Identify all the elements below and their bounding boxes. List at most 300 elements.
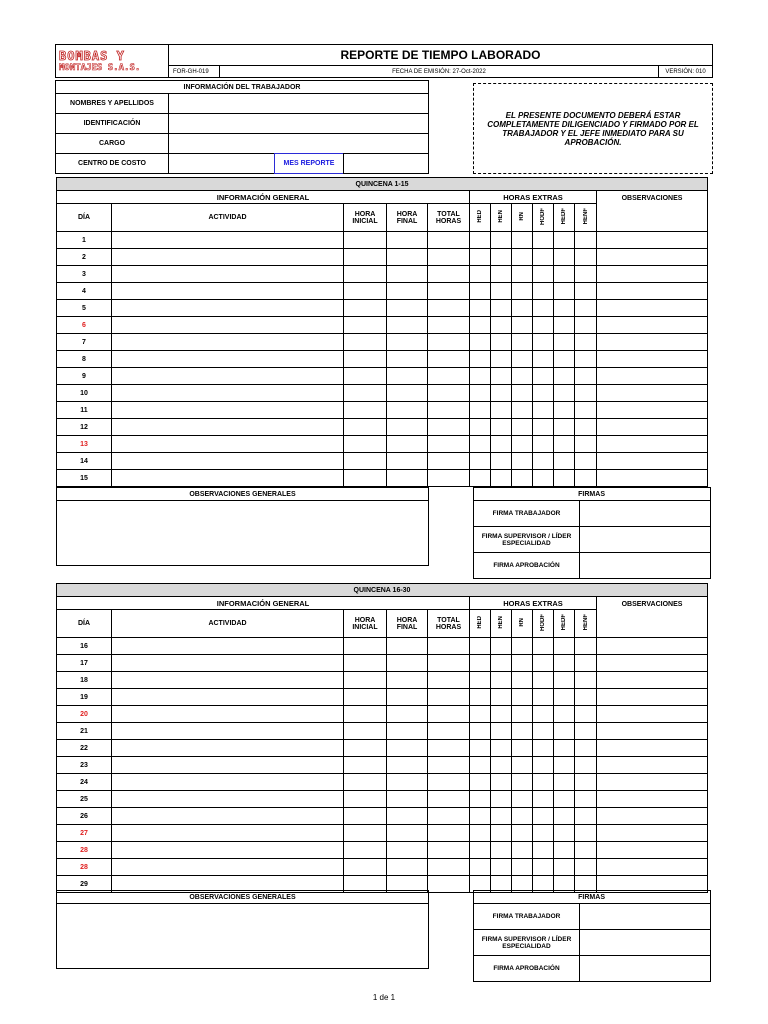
entry-cell[interactable] — [533, 317, 554, 334]
entry-cell[interactable] — [597, 351, 708, 368]
entry-cell[interactable] — [512, 317, 533, 334]
entry-cell[interactable] — [428, 334, 470, 351]
entry-cell[interactable] — [470, 368, 491, 385]
entry-cell[interactable] — [554, 283, 575, 300]
entry-cell[interactable] — [597, 638, 708, 655]
entry-cell[interactable] — [470, 385, 491, 402]
entry-cell[interactable] — [428, 689, 470, 706]
entry-cell[interactable] — [512, 419, 533, 436]
entry-cell[interactable] — [470, 317, 491, 334]
entry-cell[interactable] — [575, 791, 597, 808]
entry-cell[interactable] — [387, 655, 428, 672]
entry-cell[interactable] — [533, 334, 554, 351]
entry-cell[interactable] — [491, 774, 512, 791]
entry-cell[interactable] — [112, 672, 344, 689]
entry-cell[interactable] — [512, 453, 533, 470]
entry-cell[interactable] — [512, 689, 533, 706]
entry-cell[interactable] — [112, 419, 344, 436]
entry-cell[interactable] — [428, 740, 470, 757]
entry-cell[interactable] — [575, 859, 597, 876]
entry-cell[interactable] — [533, 757, 554, 774]
entry-cell[interactable] — [470, 655, 491, 672]
entry-cell[interactable] — [554, 842, 575, 859]
entry-cell[interactable] — [597, 689, 708, 706]
entry-cell[interactable] — [554, 808, 575, 825]
entry-cell[interactable] — [112, 842, 344, 859]
entry-cell[interactable] — [575, 249, 597, 266]
entry-cell[interactable] — [470, 706, 491, 723]
entry-cell[interactable] — [344, 672, 387, 689]
entry-cell[interactable] — [428, 249, 470, 266]
firma-field[interactable] — [579, 500, 711, 527]
firma-field[interactable] — [579, 929, 711, 956]
firma-field[interactable] — [579, 955, 711, 982]
entry-cell[interactable] — [597, 232, 708, 249]
entry-cell[interactable] — [533, 672, 554, 689]
entry-cell[interactable] — [112, 351, 344, 368]
entry-cell[interactable] — [112, 470, 344, 487]
entry-cell[interactable] — [387, 672, 428, 689]
entry-cell[interactable] — [575, 368, 597, 385]
entry-cell[interactable] — [428, 470, 470, 487]
entry-cell[interactable] — [387, 351, 428, 368]
entry-cell[interactable] — [387, 419, 428, 436]
entry-cell[interactable] — [575, 655, 597, 672]
entry-cell[interactable] — [554, 791, 575, 808]
entry-cell[interactable] — [597, 706, 708, 723]
entry-cell[interactable] — [112, 317, 344, 334]
entry-cell[interactable] — [387, 689, 428, 706]
entry-cell[interactable] — [470, 436, 491, 453]
entry-cell[interactable] — [491, 419, 512, 436]
entry-cell[interactable] — [387, 317, 428, 334]
entry-cell[interactable] — [112, 300, 344, 317]
entry-cell[interactable] — [512, 266, 533, 283]
firma-field[interactable] — [579, 552, 711, 579]
field-input-identificacion[interactable] — [168, 113, 429, 134]
entry-cell[interactable] — [554, 757, 575, 774]
entry-cell[interactable] — [597, 283, 708, 300]
entry-cell[interactable] — [554, 300, 575, 317]
entry-cell[interactable] — [533, 351, 554, 368]
entry-cell[interactable] — [533, 232, 554, 249]
entry-cell[interactable] — [387, 791, 428, 808]
field-input-cargo[interactable] — [168, 133, 429, 154]
entry-cell[interactable] — [387, 453, 428, 470]
entry-cell[interactable] — [575, 334, 597, 351]
firma-field[interactable] — [579, 526, 711, 553]
entry-cell[interactable] — [387, 706, 428, 723]
entry-cell[interactable] — [470, 638, 491, 655]
entry-cell[interactable] — [575, 453, 597, 470]
entry-cell[interactable] — [575, 774, 597, 791]
entry-cell[interactable] — [554, 385, 575, 402]
entry-cell[interactable] — [554, 774, 575, 791]
firma-field[interactable] — [579, 903, 711, 930]
entry-cell[interactable] — [470, 419, 491, 436]
entry-cell[interactable] — [387, 723, 428, 740]
entry-cell[interactable] — [512, 368, 533, 385]
entry-cell[interactable] — [344, 689, 387, 706]
entry-cell[interactable] — [575, 402, 597, 419]
entry-cell[interactable] — [491, 232, 512, 249]
entry-cell[interactable] — [554, 825, 575, 842]
entry-cell[interactable] — [554, 638, 575, 655]
entry-cell[interactable] — [428, 300, 470, 317]
entry-cell[interactable] — [491, 266, 512, 283]
entry-cell[interactable] — [533, 655, 554, 672]
entry-cell[interactable] — [112, 791, 344, 808]
entry-cell[interactable] — [387, 232, 428, 249]
entry-cell[interactable] — [344, 706, 387, 723]
entry-cell[interactable] — [387, 249, 428, 266]
entry-cell[interactable] — [428, 774, 470, 791]
entry-cell[interactable] — [387, 300, 428, 317]
entry-cell[interactable] — [575, 723, 597, 740]
entry-cell[interactable] — [512, 740, 533, 757]
entry-cell[interactable] — [512, 232, 533, 249]
entry-cell[interactable] — [491, 689, 512, 706]
entry-cell[interactable] — [470, 825, 491, 842]
entry-cell[interactable] — [470, 740, 491, 757]
entry-cell[interactable] — [344, 655, 387, 672]
entry-cell[interactable] — [512, 402, 533, 419]
entry-cell[interactable] — [512, 300, 533, 317]
entry-cell[interactable] — [533, 638, 554, 655]
entry-cell[interactable] — [344, 300, 387, 317]
entry-cell[interactable] — [575, 436, 597, 453]
entry-cell[interactable] — [428, 655, 470, 672]
entry-cell[interactable] — [387, 638, 428, 655]
entry-cell[interactable] — [554, 351, 575, 368]
entry-cell[interactable] — [112, 266, 344, 283]
entry-cell[interactable] — [597, 672, 708, 689]
entry-cell[interactable] — [470, 808, 491, 825]
entry-cell[interactable] — [575, 470, 597, 487]
entry-cell[interactable] — [491, 791, 512, 808]
entry-cell[interactable] — [428, 757, 470, 774]
entry-cell[interactable] — [533, 266, 554, 283]
entry-cell[interactable] — [554, 334, 575, 351]
entry-cell[interactable] — [512, 283, 533, 300]
entry-cell[interactable] — [491, 706, 512, 723]
entry-cell[interactable] — [597, 436, 708, 453]
entry-cell[interactable] — [491, 757, 512, 774]
entry-cell[interactable] — [112, 774, 344, 791]
entry-cell[interactable] — [387, 402, 428, 419]
entry-cell[interactable] — [533, 774, 554, 791]
entry-cell[interactable] — [533, 249, 554, 266]
entry-cell[interactable] — [491, 300, 512, 317]
entry-cell[interactable] — [491, 825, 512, 842]
entry-cell[interactable] — [470, 402, 491, 419]
entry-cell[interactable] — [575, 638, 597, 655]
entry-cell[interactable] — [491, 368, 512, 385]
entry-cell[interactable] — [533, 419, 554, 436]
entry-cell[interactable] — [491, 655, 512, 672]
entry-cell[interactable] — [428, 723, 470, 740]
obs-generales-input[interactable] — [56, 903, 429, 969]
entry-cell[interactable] — [512, 385, 533, 402]
entry-cell[interactable] — [428, 419, 470, 436]
entry-cell[interactable] — [554, 317, 575, 334]
entry-cell[interactable] — [575, 266, 597, 283]
entry-cell[interactable] — [491, 334, 512, 351]
entry-cell[interactable] — [533, 300, 554, 317]
entry-cell[interactable] — [512, 825, 533, 842]
entry-cell[interactable] — [512, 706, 533, 723]
entry-cell[interactable] — [533, 791, 554, 808]
entry-cell[interactable] — [112, 453, 344, 470]
entry-cell[interactable] — [575, 842, 597, 859]
entry-cell[interactable] — [597, 368, 708, 385]
entry-cell[interactable] — [112, 283, 344, 300]
entry-cell[interactable] — [470, 689, 491, 706]
entry-cell[interactable] — [344, 249, 387, 266]
entry-cell[interactable] — [344, 385, 387, 402]
entry-cell[interactable] — [344, 419, 387, 436]
entry-cell[interactable] — [387, 266, 428, 283]
entry-cell[interactable] — [597, 791, 708, 808]
entry-cell[interactable] — [387, 283, 428, 300]
entry-cell[interactable] — [112, 334, 344, 351]
entry-cell[interactable] — [554, 672, 575, 689]
entry-cell[interactable] — [491, 249, 512, 266]
entry-cell[interactable] — [470, 249, 491, 266]
entry-cell[interactable] — [554, 655, 575, 672]
entry-cell[interactable] — [428, 859, 470, 876]
entry-cell[interactable] — [428, 842, 470, 859]
entry-cell[interactable] — [575, 351, 597, 368]
entry-cell[interactable] — [112, 859, 344, 876]
entry-cell[interactable] — [470, 723, 491, 740]
entry-cell[interactable] — [554, 470, 575, 487]
entry-cell[interactable] — [491, 436, 512, 453]
entry-cell[interactable] — [554, 689, 575, 706]
entry-cell[interactable] — [554, 249, 575, 266]
entry-cell[interactable] — [554, 402, 575, 419]
entry-cell[interactable] — [344, 723, 387, 740]
entry-cell[interactable] — [491, 351, 512, 368]
entry-cell[interactable] — [387, 774, 428, 791]
entry-cell[interactable] — [533, 453, 554, 470]
entry-cell[interactable] — [597, 419, 708, 436]
entry-cell[interactable] — [533, 689, 554, 706]
entry-cell[interactable] — [112, 385, 344, 402]
entry-cell[interactable] — [428, 672, 470, 689]
entry-cell[interactable] — [470, 774, 491, 791]
entry-cell[interactable] — [597, 757, 708, 774]
entry-cell[interactable] — [575, 283, 597, 300]
entry-cell[interactable] — [470, 266, 491, 283]
entry-cell[interactable] — [491, 859, 512, 876]
entry-cell[interactable] — [428, 638, 470, 655]
entry-cell[interactable] — [512, 470, 533, 487]
entry-cell[interactable] — [428, 385, 470, 402]
entry-cell[interactable] — [554, 740, 575, 757]
entry-cell[interactable] — [597, 317, 708, 334]
entry-cell[interactable] — [533, 368, 554, 385]
entry-cell[interactable] — [533, 740, 554, 757]
entry-cell[interactable] — [491, 453, 512, 470]
entry-cell[interactable] — [597, 385, 708, 402]
entry-cell[interactable] — [428, 317, 470, 334]
entry-cell[interactable] — [344, 791, 387, 808]
entry-cell[interactable] — [533, 436, 554, 453]
entry-cell[interactable] — [575, 419, 597, 436]
entry-cell[interactable] — [512, 757, 533, 774]
entry-cell[interactable] — [112, 249, 344, 266]
entry-cell[interactable] — [512, 774, 533, 791]
entry-cell[interactable] — [112, 655, 344, 672]
entry-cell[interactable] — [344, 808, 387, 825]
entry-cell[interactable] — [428, 453, 470, 470]
entry-cell[interactable] — [554, 859, 575, 876]
entry-cell[interactable] — [344, 266, 387, 283]
entry-cell[interactable] — [597, 723, 708, 740]
entry-cell[interactable] — [597, 402, 708, 419]
entry-cell[interactable] — [512, 638, 533, 655]
entry-cell[interactable] — [112, 232, 344, 249]
entry-cell[interactable] — [597, 740, 708, 757]
entry-cell[interactable] — [575, 757, 597, 774]
entry-cell[interactable] — [575, 740, 597, 757]
entry-cell[interactable] — [533, 842, 554, 859]
entry-cell[interactable] — [554, 419, 575, 436]
entry-cell[interactable] — [533, 723, 554, 740]
entry-cell[interactable] — [512, 249, 533, 266]
entry-cell[interactable] — [344, 436, 387, 453]
entry-cell[interactable] — [112, 689, 344, 706]
entry-cell[interactable] — [491, 638, 512, 655]
entry-cell[interactable] — [470, 283, 491, 300]
entry-cell[interactable] — [575, 317, 597, 334]
entry-cell[interactable] — [470, 300, 491, 317]
entry-cell[interactable] — [597, 470, 708, 487]
entry-cell[interactable] — [575, 706, 597, 723]
entry-cell[interactable] — [597, 300, 708, 317]
entry-cell[interactable] — [597, 774, 708, 791]
entry-cell[interactable] — [597, 655, 708, 672]
entry-cell[interactable] — [512, 842, 533, 859]
entry-cell[interactable] — [112, 825, 344, 842]
entry-cell[interactable] — [344, 470, 387, 487]
entry-cell[interactable] — [428, 706, 470, 723]
entry-cell[interactable] — [512, 655, 533, 672]
entry-cell[interactable] — [554, 266, 575, 283]
field-input-centro-costo[interactable] — [168, 153, 275, 174]
field-input-nombres[interactable] — [168, 93, 429, 114]
entry-cell[interactable] — [491, 283, 512, 300]
entry-cell[interactable] — [344, 351, 387, 368]
entry-cell[interactable] — [470, 232, 491, 249]
entry-cell[interactable] — [597, 266, 708, 283]
entry-cell[interactable] — [597, 859, 708, 876]
entry-cell[interactable] — [344, 638, 387, 655]
entry-cell[interactable] — [428, 232, 470, 249]
entry-cell[interactable] — [575, 808, 597, 825]
entry-cell[interactable] — [512, 334, 533, 351]
entry-cell[interactable] — [533, 283, 554, 300]
entry-cell[interactable] — [112, 723, 344, 740]
entry-cell[interactable] — [387, 334, 428, 351]
entry-cell[interactable] — [428, 402, 470, 419]
entry-cell[interactable] — [470, 351, 491, 368]
entry-cell[interactable] — [344, 453, 387, 470]
entry-cell[interactable] — [512, 436, 533, 453]
entry-cell[interactable] — [344, 774, 387, 791]
entry-cell[interactable] — [470, 453, 491, 470]
entry-cell[interactable] — [387, 825, 428, 842]
entry-cell[interactable] — [533, 385, 554, 402]
entry-cell[interactable] — [533, 470, 554, 487]
entry-cell[interactable] — [554, 232, 575, 249]
entry-cell[interactable] — [112, 402, 344, 419]
entry-cell[interactable] — [428, 808, 470, 825]
entry-cell[interactable] — [512, 351, 533, 368]
entry-cell[interactable] — [575, 689, 597, 706]
entry-cell[interactable] — [387, 368, 428, 385]
entry-cell[interactable] — [512, 859, 533, 876]
entry-cell[interactable] — [512, 723, 533, 740]
entry-cell[interactable] — [491, 672, 512, 689]
entry-cell[interactable] — [344, 283, 387, 300]
entry-cell[interactable] — [470, 334, 491, 351]
entry-cell[interactable] — [533, 808, 554, 825]
entry-cell[interactable] — [575, 672, 597, 689]
entry-cell[interactable] — [597, 453, 708, 470]
entry-cell[interactable] — [554, 436, 575, 453]
entry-cell[interactable] — [344, 757, 387, 774]
entry-cell[interactable] — [470, 859, 491, 876]
entry-cell[interactable] — [491, 740, 512, 757]
entry-cell[interactable] — [387, 808, 428, 825]
obs-generales-input[interactable] — [56, 500, 429, 566]
entry-cell[interactable] — [112, 368, 344, 385]
entry-cell[interactable] — [533, 706, 554, 723]
entry-cell[interactable] — [575, 385, 597, 402]
entry-cell[interactable] — [428, 436, 470, 453]
entry-cell[interactable] — [491, 808, 512, 825]
entry-cell[interactable] — [344, 402, 387, 419]
entry-cell[interactable] — [112, 706, 344, 723]
entry-cell[interactable] — [344, 825, 387, 842]
entry-cell[interactable] — [112, 757, 344, 774]
entry-cell[interactable] — [344, 334, 387, 351]
entry-cell[interactable] — [387, 436, 428, 453]
entry-cell[interactable] — [533, 825, 554, 842]
entry-cell[interactable] — [470, 757, 491, 774]
entry-cell[interactable] — [597, 334, 708, 351]
entry-cell[interactable] — [575, 825, 597, 842]
entry-cell[interactable] — [344, 232, 387, 249]
entry-cell[interactable] — [387, 757, 428, 774]
entry-cell[interactable] — [554, 723, 575, 740]
entry-cell[interactable] — [387, 842, 428, 859]
entry-cell[interactable] — [491, 385, 512, 402]
entry-cell[interactable] — [112, 638, 344, 655]
entry-cell[interactable] — [533, 402, 554, 419]
entry-cell[interactable] — [344, 842, 387, 859]
entry-cell[interactable] — [554, 368, 575, 385]
entry-cell[interactable] — [597, 249, 708, 266]
entry-cell[interactable] — [428, 825, 470, 842]
entry-cell[interactable] — [387, 740, 428, 757]
entry-cell[interactable] — [387, 859, 428, 876]
entry-cell[interactable] — [597, 825, 708, 842]
entry-cell[interactable] — [470, 470, 491, 487]
entry-cell[interactable] — [491, 470, 512, 487]
